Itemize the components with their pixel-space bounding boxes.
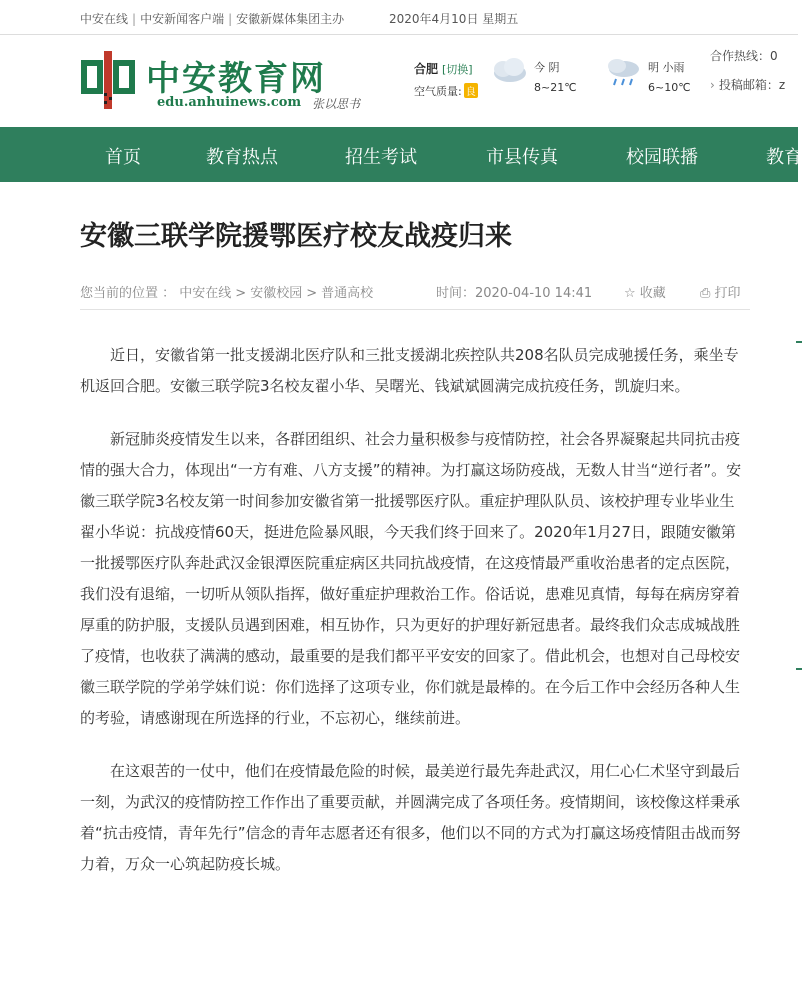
site-name[interactable]: 中安教育网 [146, 59, 326, 99]
top-bar [0, 0, 798, 35]
nav-item-admissions[interactable]: 招生考试 [345, 147, 417, 168]
top-link-sponsor: 安徽新媒体集团主办 [236, 12, 345, 26]
cloudy-icon [488, 55, 530, 87]
article-paragraph: 在这艰苦的一仗中，他们在疫情最危险的时候，最美逆行最先奔赴武汉，用仁心仁术坚守到最后一刻，为武汉的疫情防控工作作出了重要贡献，并圆满完成了各项任务。疫情期间，该校像这样秉承着“抗击疫情，青年先行”信念的青年志愿者还有很多，他们以不同的方式为打赢这场疫情阻击战而努力着，万众一心筑起防疫长城。 [80, 762, 741, 873]
article-paragraph: 新冠肺炎疫情发生以来，各群团组织、社会力量积极参与疫情防控，社会各界凝聚起共同抗击疫情的强大合力，体现出“一方有难、八方支援”的精神。为打赢这场防疫战，无数人甘当“逆行者”。安徽三联学院3名校友第一时间参加安徽省第一批援鄂医疗队。重症护理队队员、该校护理专业毕业生翟小华说：抗战疫情60天，挺进危险暴风眼，今天我们终于回来了。2020年1月27日，跟随安徽第一批援鄂医疗队奔赴武汉金银潭医院重症病区共同抗战疫情，在这疫情最严重收治患者的定点医院，我们没有退缩，一切听从领队指挥，做好重症护理救治工作。俗话说，患难见真情，每每在病房穿着厚重的防护服，支援队员遇到困难，相互协作，只为更好的护理好新冠患者。最终我们众志成城战胜了疫情，也收获了满满的感动，最重要的是我们都平平安安的回家了。借此机会，也想对自己母校安徽三联学院的学弟学妹们说：你们选择了这项专业，你们就是最棒的。在今后工作中会经历各种人生的考验，请感谢现在所选择的行业，不忘初心，继续前进。 [80, 430, 742, 727]
nav-item-education-hot[interactable]: 教育热点 [206, 147, 278, 168]
calligraphy-signature: 张以思书 [312, 97, 361, 111]
nav-item-home[interactable]: 首页 [105, 147, 141, 168]
submission-email[interactable]: › 投稿邮箱：z [710, 78, 786, 92]
article-body [80, 340, 745, 902]
breadcrumb-item[interactable]: 中安在线 [179, 286, 232, 301]
article-meta [80, 282, 750, 301]
light-rain-icon [602, 55, 644, 87]
print-button[interactable]: ⎙ 打印 [700, 286, 741, 301]
main-nav [0, 127, 802, 182]
nav-item-education-more[interactable]: 教育 [766, 147, 802, 168]
top-links: 中安在线 | 中安新闻客户端 | 安徽新媒体集团主办 [80, 12, 345, 26]
top-link-news-client[interactable]: 中安新闻客户端 [140, 12, 225, 26]
chevron-right-icon: › [710, 78, 715, 92]
nav-item-campus[interactable]: 校园联播 [626, 147, 698, 168]
top-link-anhuinews[interactable]: 中安在线 [80, 12, 129, 26]
weather-city: 合肥 [切换] [414, 62, 473, 76]
weather-tomorrow: 明 小雨 6~10℃ [648, 61, 691, 94]
edge-marker [796, 341, 802, 343]
breadcrumb-item[interactable]: 安徽校园 [250, 286, 303, 301]
edge-marker [796, 668, 802, 670]
air-quality-badge: 良 [464, 83, 478, 98]
site-url: edu.anhuinews.com [157, 95, 302, 110]
breadcrumb: 您当前的位置 ： 中安在线 > 安徽校园 > 普通高校 [80, 286, 374, 301]
weather-today: 今 阴 8~21℃ [534, 61, 577, 94]
nav-item-county-news[interactable]: 市县传真 [486, 147, 558, 168]
contact-info [710, 47, 785, 105]
star-icon: ☆ [624, 286, 636, 301]
location-label: 您当前的位置 ： [80, 286, 176, 301]
article-paragraph: 近日，安徽省第一批支援湖北医疗队和三批支援湖北疾控队共208名队员完成驰援任务，乘坐专机返回合肥。安徽三联学院3名校友翟小华、吴曙光、钱斌斌圆满完成抗疫任务，凯旋归来。 [80, 346, 739, 395]
favorite-button[interactable]: ☆ 收藏 [624, 286, 666, 301]
article-title: 安徽三联学院援鄂医疗校友战疫归来 [80, 221, 512, 252]
hotline: 合作热线：0 [710, 49, 778, 63]
publish-time: 时间：2020-04-10 14:41 [436, 286, 593, 301]
air-quality: 空气质量: 良 [414, 85, 476, 98]
site-header [0, 35, 798, 127]
current-date: 2020年4月10日 星期五 [389, 12, 519, 26]
weather-switch-button[interactable]: [切换] [442, 63, 473, 76]
printer-icon: ⎙ [700, 286, 711, 301]
breadcrumb-item[interactable]: 普通高校 [321, 286, 374, 301]
divider [80, 309, 750, 310]
logo-icon[interactable] [82, 49, 140, 111]
